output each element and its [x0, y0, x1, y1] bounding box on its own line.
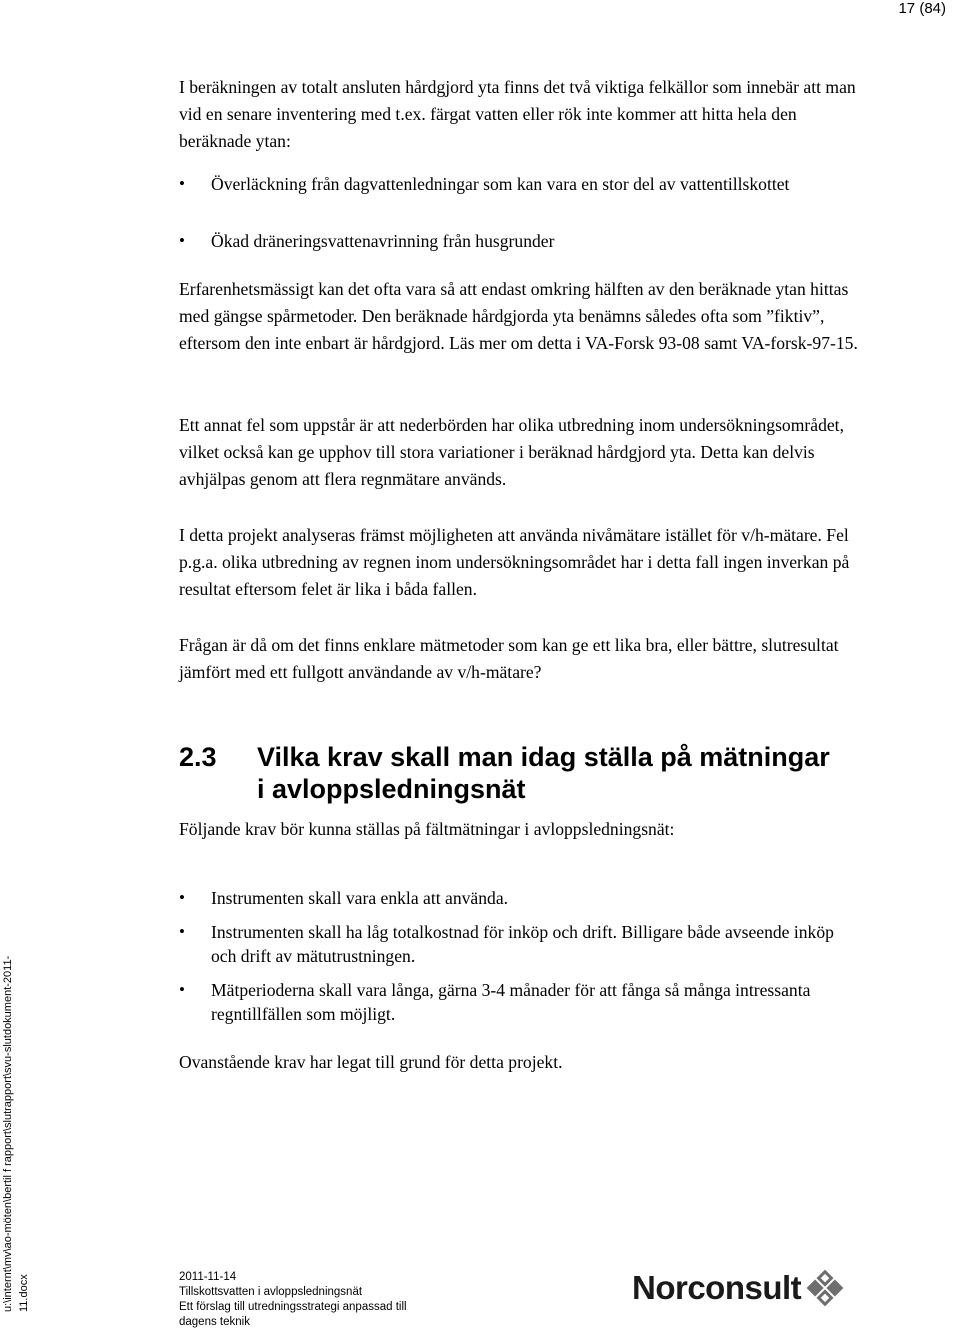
norconsult-diamond-icon [805, 1268, 845, 1308]
logo-text: Norconsult [632, 1269, 802, 1306]
heading-title-line1: Vilka krav skall man idag ställa på mätningar [257, 742, 830, 772]
paragraph-ovanstaende: Ovanstående krav har legat till grund för detta projekt. [179, 1052, 563, 1072]
paragraph-foljande-krav: Följande krav bör kunna ställas på fältmätningar i avloppsledningsnät: [179, 819, 675, 839]
file-path-line1: u:\internt\mv\ao-möten\bertil f rapport\slutrapport\svu-slutdokument-2011- [2, 955, 14, 1312]
bullet-dot: • [179, 980, 185, 999]
paragraph-projekt: I detta projekt analyseras främst möjligheten att använda nivåmätare istället för v/h-mätare. Fel p.g.a. olika utbredning av regnen inom undersökningsområdet har i detta fall ingen inverkan på resultat eftersom felet är lika i båda fallen. [179, 525, 850, 599]
footer-subtitle-line2: dagens teknik [179, 1316, 250, 1328]
paragraph-erfarenhet: Erfarenhetsmässigt kan det ofta vara så att endast omkring hälften av den beräknade ytan hittas med gängse spårmetoder. Den beräknade hårdgjorda yta benämns således ofta som ”fiktiv”, eftersom den inte enbart är hårdgjord. Läs mer om detta i VA-Forsk 93-08 samt VA-forsk-97-15. [179, 279, 858, 353]
footer-info [179, 1270, 407, 1330]
bullet-dot: • [179, 231, 185, 250]
bullet-matperioder: Mätperioderna skall vara långa, gärna 3-4 månader för att fånga så många intressanta regntillfällen som möjligt. [211, 980, 811, 1024]
bullet-draneringsvatten: Ökad dräneringsvattenavrinning från husgrunder [211, 231, 555, 251]
heading-title-line2: i avloppsledningsnät [257, 774, 526, 804]
file-path-vertical [0, 952, 32, 1312]
file-path-line2: 11.docx [18, 1274, 30, 1312]
paragraph-felkallor: I beräkningen av totalt ansluten hårdgjord yta finns det två viktiga felkällor som innebär att man vid en senare inventering med t.ex. färgat vatten eller rök inte kommer att hitta hela den beräknade ytan: [179, 77, 856, 151]
bullet-totalkostnad: Instrumenten skall ha låg totalkostnad för inköp och drift. Billigare både avseende inköp och drift av mätutrustningen. [211, 922, 834, 966]
footer-subtitle-line1: Ett förslag till utredningsstrategi anpassad till [179, 1301, 407, 1313]
paragraph-fragan: Frågan är då om det finns enklare mätmetoder som kan ge ett lika bra, eller bättre, slutresultat jämfört med ett fullgott användande av v/h-mätare? [179, 635, 839, 682]
section-heading [179, 741, 830, 805]
bullet-dot: • [179, 888, 185, 907]
heading-number: 2.3 [179, 742, 217, 772]
bullet-dot: • [179, 174, 185, 193]
bullet-dot: • [179, 922, 185, 941]
footer-title: Tillskottsvatten i avloppsledningsnät [179, 1286, 363, 1298]
page-number: 17 (84) [898, 0, 946, 17]
bullet-overlackning: Överläckning från dagvattenledningar som kan vara en stor del av vattentillskottet [211, 174, 790, 194]
footer-date: 2011-11-14 [179, 1271, 237, 1283]
bullet-enkla: Instrumenten skall vara enkla att använda. [211, 888, 509, 908]
norconsult-logo [632, 1268, 845, 1308]
paragraph-annat-fel: Ett annat fel som uppstår är att nederbörden har olika utbredning inom undersökningsområdet, vilket också kan ge upphov till stora variationer i beräknad hårdgjord yta. Detta kan delvis avhjälpas genom att flera regnmätare används. [179, 415, 844, 489]
